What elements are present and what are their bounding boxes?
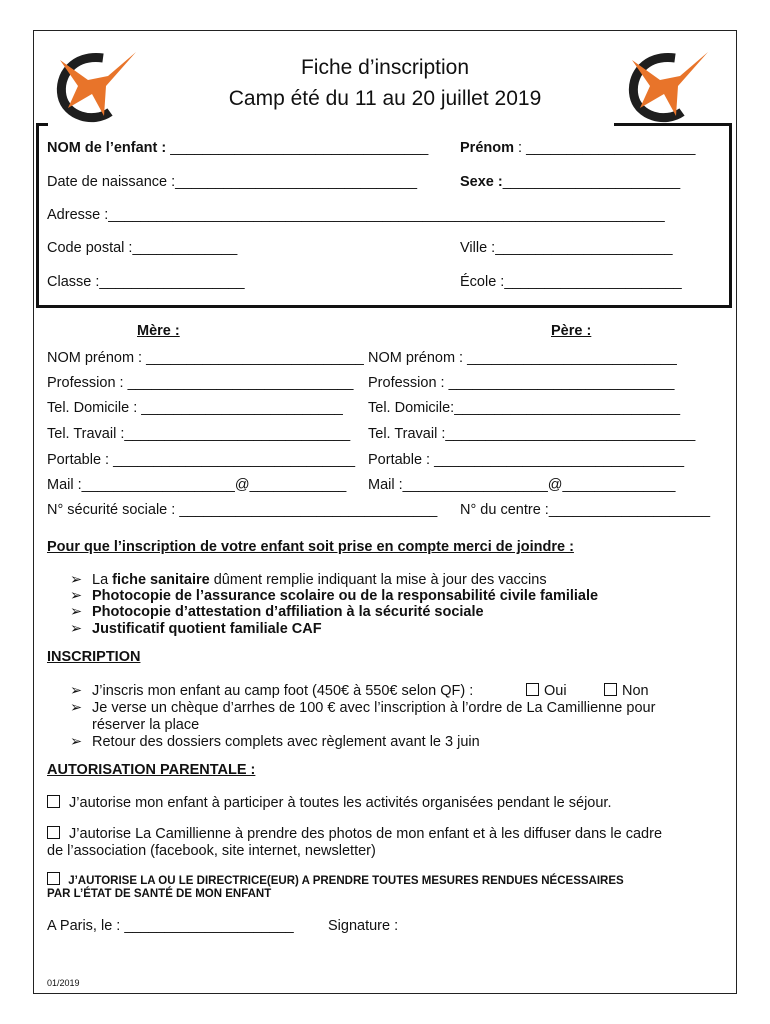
form-title: Fiche d’inscription	[300, 56, 470, 79]
photo-consent-checkbox[interactable]: J’autorise La Camillienne à prendre des photos de mon enfant et à les diffuser dans le cadre	[47, 826, 662, 842]
activities-consent-checkbox[interactable]: J’autorise mon enfant à participer à toutes les activités organisées pendant le séjour.	[47, 795, 612, 811]
form-subtitle: Camp été du 11 au 20 juillet 2019	[228, 87, 542, 110]
checkbox-icon	[526, 683, 539, 696]
mother-home-phone-field[interactable]: Tel. Domicile : _________________________	[47, 400, 343, 416]
checkbox-icon	[47, 795, 60, 808]
father-name-field[interactable]: NOM prénom : __________________________	[368, 350, 677, 366]
inscription-heading: INSCRIPTION	[47, 649, 141, 665]
child-firstname-field[interactable]: Prénom : _____________________	[460, 140, 696, 156]
checkbox-icon	[47, 872, 60, 885]
center-number-field[interactable]: N° du centre :____________________	[460, 502, 711, 518]
oui-checkbox[interactable]: Oui	[526, 683, 567, 699]
medical-consent-continuation: PAR L’ÉTAT DE SANTÉ DE MON ENFANT	[47, 888, 272, 900]
list-item: ➢ Photocopie d’attestation d’affiliation à la sécurité sociale	[70, 604, 484, 620]
checkbox-icon	[47, 826, 60, 839]
club-logo-left	[48, 46, 138, 126]
arrow-bullet-icon: ➢	[70, 683, 83, 699]
list-item: ➢ Je verse un chèque d’arrhes de 100 € avec l’inscription à l’ordre de La Camillienne pour	[70, 700, 656, 716]
list-item-continuation: réserver la place	[92, 717, 200, 733]
signature-field[interactable]: Signature :	[328, 918, 399, 934]
child-postcode-field[interactable]: Code postal :_____________	[47, 240, 238, 256]
authorization-heading: AUTORISATION PARENTALE :	[47, 762, 256, 778]
list-item: ➢ Justificatif quotient familiale CAF	[70, 621, 322, 637]
mother-email-field[interactable]: Mail :___________________@____________	[47, 477, 347, 493]
arrow-bullet-icon: ➢	[70, 572, 83, 588]
list-item: ➢ Photocopie de l’assurance scolaire ou de la responsabilité civile familiale	[70, 588, 599, 604]
father-work-phone-field[interactable]: Tel. Travail :_______________________________	[368, 426, 696, 442]
documents-heading: Pour que l’inscription de votre enfant soit prise en compte merci de joindre :	[47, 539, 574, 555]
mother-heading: Mère :	[137, 323, 180, 339]
father-heading: Père :	[551, 323, 592, 339]
child-city-field[interactable]: Ville :______________________	[460, 240, 673, 256]
child-name-label: NOM de l’enfant :	[47, 140, 167, 156]
child-dob-field[interactable]: Date de naissance :______________________________	[47, 174, 418, 190]
checkbox-icon	[604, 683, 617, 696]
arrow-bullet-icon: ➢	[70, 621, 83, 637]
child-address-field[interactable]: Adresse :_____________________________________________________________________	[47, 207, 665, 223]
child-school-field[interactable]: École :______________________	[460, 274, 682, 290]
father-profession-field[interactable]: Profession : ____________________________	[368, 375, 675, 391]
club-logo-right	[620, 46, 710, 126]
father-mobile-field[interactable]: Portable : _______________________________	[368, 452, 685, 468]
father-home-phone-field[interactable]: Tel. Domicile:____________________________	[368, 400, 681, 416]
mother-work-phone-field[interactable]: Tel. Travail :____________________________	[47, 426, 351, 442]
list-item: ➢ Retour des dossiers complets avec règlement avant le 3 juin	[70, 734, 480, 750]
arrow-bullet-icon: ➢	[70, 734, 83, 750]
non-checkbox[interactable]: Non	[604, 683, 649, 699]
social-security-field[interactable]: N° sécurité sociale : ________________________________	[47, 502, 438, 518]
mother-mobile-field[interactable]: Portable : ______________________________	[47, 452, 356, 468]
medical-consent-checkbox[interactable]: J’AUTORISE LA OU LE DIRECTRICE(EUR) A PRENDRE TOUTES MESURES RENDUES NÉCESSAIRES	[47, 872, 624, 887]
place-date-field[interactable]: A Paris, le : _____________________	[47, 918, 294, 934]
child-sex-field[interactable]: Sexe :______________________	[460, 174, 681, 190]
arrow-bullet-icon: ➢	[70, 588, 83, 604]
mother-profession-field[interactable]: Profession : ____________________________	[47, 375, 354, 391]
father-email-field[interactable]: Mail :__________________@______________	[368, 477, 676, 493]
arrow-bullet-icon: ➢	[70, 700, 83, 716]
photo-consent-continuation: de l’association (facebook, site internet, newsletter)	[47, 843, 376, 859]
list-item: ➢ La fiche sanitaire dûment remplie indiquant la mise à jour des vaccins	[70, 572, 547, 588]
mother-name-field[interactable]: NOM prénom : ___________________________	[47, 350, 364, 366]
arrow-bullet-icon: ➢	[70, 604, 83, 620]
form-version: 01/2019	[47, 978, 80, 988]
child-name-field[interactable]: NOM de l’enfant : ________________________________	[47, 140, 429, 156]
child-class-field[interactable]: Classe :__________________	[47, 274, 245, 290]
list-item: ➢ J’inscris mon enfant au camp foot (450€ à 550€ selon QF) :	[70, 683, 474, 699]
